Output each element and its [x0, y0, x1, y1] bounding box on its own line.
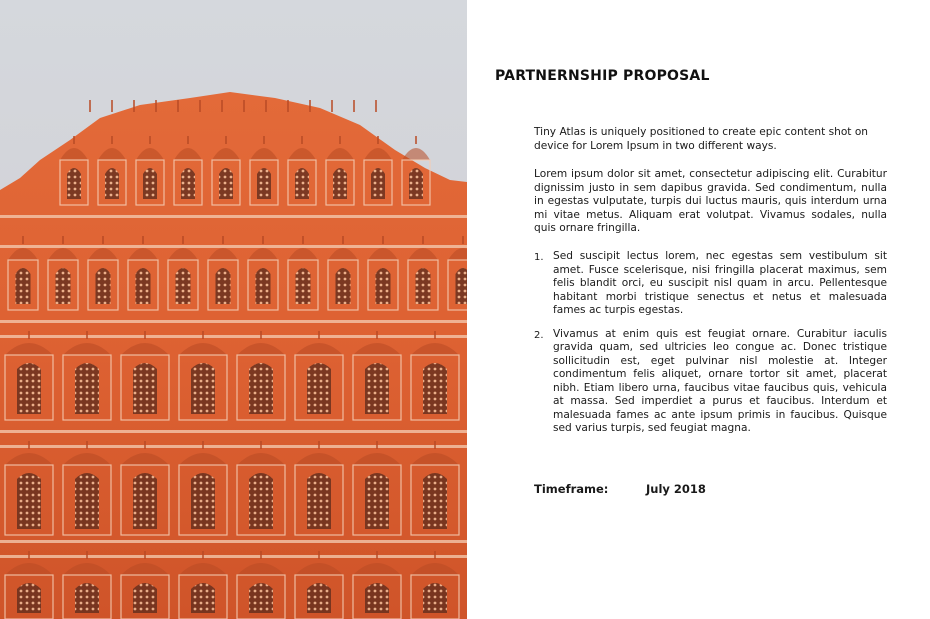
list-item: [534, 250, 887, 318]
page-title: PARTNERNSHIP PROPOSAL: [495, 68, 710, 84]
list-item-text: Vivamus at enim quis est feugiat ornare. Curabitur iaculis gravida quam, sed ultricies leo congue ac. Donec tristique sollicitudin est, eget pulvinar nisl molestie at. Integer condimentum felis aliquet, ornare tortor sit amet, placerat nibh. Etiam libero urna, faucibus vitae faucibus quis, vehicula at massa. Sed imperdiet a purus et faucibus. Interdum et malesuada fames ac ante ipsum primis in faucibus. Quisque sed varius turpis, sed feugiat magna.: [553, 327, 887, 434]
numbered-list: [534, 250, 887, 446]
intro-paragraph: Tiny Atlas is uniquely positioned to create epic content shot on device for Lorem Ipsum in two different ways.: [534, 126, 869, 152]
list-item-text: Sed suscipit lectus lorem, nec egestas sem vestibulum sit amet. Fusce scelerisque, nisi fringilla placerat maximus, sem felis blandit orci, eu suscipit nisl quam in arcu. Pellentesque habitant morbi tristique senectus et netus et malesuada fames ac turpis egestas.: [553, 250, 887, 316]
list-item: [534, 328, 887, 436]
proposal-content: [495, 0, 895, 619]
list-item-number: 1.: [534, 252, 544, 263]
lorem-paragraph: Lorem ipsum dolor sit amet, consectetur adipiscing elit. Curabitur dignissim justo in sem dapibus gravida. Sed condimentum, nulla in egestas vulputate, turpis dui luctus mauris, quis interdum urna mi vitae metus. Aliquam erat volutpat. Vivamus sodales, nulla quis ornare fringilla.: [534, 168, 887, 234]
timeframe-label: Timeframe:: [534, 482, 609, 496]
timeframe-row: [534, 482, 706, 496]
list-item-number: 2.: [534, 329, 544, 341]
timeframe-value: July 2018: [646, 482, 706, 496]
